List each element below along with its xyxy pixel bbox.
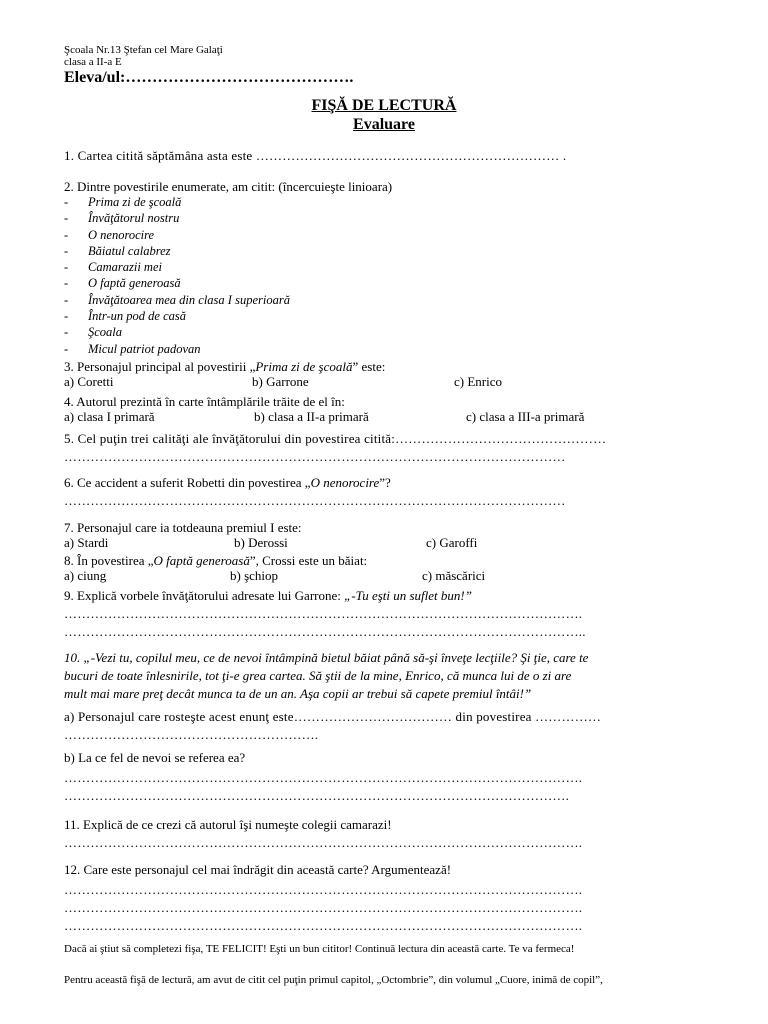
answer-line[interactable]: ………………………………………………………………………………………………………. bbox=[64, 899, 583, 915]
story-item[interactable]: - Băiatul calabrez bbox=[88, 243, 704, 259]
story-item[interactable]: - O nenorocire bbox=[88, 227, 704, 243]
question-7: 7. Personajul care ia totdeauna premiul I este: bbox=[64, 519, 302, 535]
question-6-pre: 6. Ce accident a suferit Robetti din povestirea „ bbox=[64, 474, 311, 490]
question-8 bbox=[64, 553, 704, 568]
question-12: 12. Care este personajul cel mai îndrăgit din această carte? Argumentează! bbox=[64, 861, 452, 877]
question-9-text: 9. Explică vorbele învăţătorului adresate lui Garrone: bbox=[64, 587, 345, 603]
answer-line[interactable]: ………………………………………………………………………………………………………. bbox=[64, 769, 583, 785]
option-c[interactable]: c) clasa a III-a primară bbox=[466, 408, 585, 424]
answer-line[interactable]: …………………………………………………………………………………………………… bbox=[64, 448, 566, 464]
quote-line: mult mai mare preţ decât munca ta de un an. Aşa copii ar trebui să capete premiul întâi!” bbox=[64, 685, 532, 701]
option-b[interactable]: b) şchiop bbox=[230, 567, 279, 583]
story-item[interactable]: - Prima zi de şcoală bbox=[88, 194, 704, 210]
answer-line[interactable]: …………………………………………………………………………………………………… bbox=[64, 492, 566, 508]
question-2: 2. Dintre povestirile enumerate, am citit: (încercuieşte linioara) bbox=[64, 179, 393, 194]
answer-line[interactable]: ………………………………………………………………………………………………………. bbox=[64, 917, 583, 933]
answer-line[interactable]: ……………………………………………………………………………………………………. bbox=[64, 787, 570, 803]
question-3-pre: 3. Personajul principal al povestirii „ bbox=[64, 358, 256, 374]
worksheet-title: FIŞĂ DE LECTURĂ bbox=[311, 97, 457, 114]
answer-line[interactable]: ……………………………………………………………………………………………………….. bbox=[64, 623, 586, 639]
school-name: Şcoala Nr.13 Ştefan cel Mare Galaţi bbox=[64, 44, 223, 56]
question-10a[interactable]: a) Personajul care rosteşte acest enunţ este……………………………… din povestirea …………… bbox=[64, 708, 602, 724]
option-a[interactable]: a) ciung bbox=[64, 567, 107, 583]
question-3 bbox=[64, 359, 704, 374]
option-b[interactable]: b) Garrone bbox=[252, 373, 309, 389]
reading-note: Pentru această fişă de lectură, am avut de citit cel puţin primul capitol, „Octombrie”, din volumul „Cuore, inimă de copil”, bbox=[64, 973, 603, 986]
question-4: 4. Autorul prezintă în carte întâmplările trăite de el în: bbox=[64, 393, 345, 409]
story-item[interactable]: - O faptă generoasă bbox=[88, 275, 704, 291]
class-name: clasa a II-a E bbox=[64, 56, 122, 68]
story-item[interactable]: - Învăţătorul nostru bbox=[88, 210, 704, 226]
option-b[interactable]: b) clasa a II-a primară bbox=[254, 408, 369, 424]
answer-line[interactable]: ………………………………………………………………………………………………………. bbox=[64, 881, 583, 897]
question-4-options bbox=[64, 409, 704, 424]
question-6-story-title: O nenorocire bbox=[310, 474, 380, 490]
question-6-post: ”? bbox=[379, 474, 391, 490]
question-3-options bbox=[64, 374, 704, 389]
option-a[interactable]: a) Stardi bbox=[64, 534, 109, 550]
story-item[interactable]: - Învăţătoarea mea din clasa I superioară bbox=[88, 292, 704, 308]
question-1[interactable]: 1. Cartea citită săptămâna asta este …………………………………………………………… . bbox=[64, 148, 567, 163]
story-item[interactable]: - Micul patriot padovan bbox=[88, 341, 704, 357]
story-item[interactable]: - Şcoala bbox=[88, 324, 704, 340]
question-6 bbox=[64, 475, 704, 490]
worksheet-subtitle: Evaluare bbox=[353, 116, 415, 133]
question-3-story-title: Prima zi de şcoală bbox=[255, 358, 353, 374]
question-10-quote bbox=[64, 649, 704, 703]
question-5[interactable]: 5. Cel puţin trei calităţi ale învăţătorului din povestirea citită:………………………………………… bbox=[64, 430, 607, 446]
question-7-options bbox=[64, 535, 704, 550]
option-c[interactable]: c) Enrico bbox=[454, 373, 503, 389]
story-item[interactable]: - Într-un pod de casă bbox=[88, 308, 704, 324]
question-8-options bbox=[64, 568, 704, 583]
question-9 bbox=[64, 588, 704, 603]
option-a[interactable]: a) clasa I primară bbox=[64, 408, 155, 424]
quote-line: 10. „-Vezi tu, copilul meu, ce de nevoi întâmpină bietul băiat până să-şi înveţe lecţiile? Şi ţie, care te bbox=[64, 649, 589, 665]
story-item[interactable]: - Camarazii mei bbox=[88, 259, 704, 275]
option-c[interactable]: c) măscărici bbox=[422, 567, 486, 583]
question-8-pre: 8. În povestirea „ bbox=[64, 552, 154, 568]
answer-line[interactable]: ………………………………………………………………………………………………………. bbox=[64, 605, 583, 621]
student-name-field[interactable]: Eleva/ul:……………………………………. bbox=[64, 69, 354, 86]
option-c[interactable]: c) Garoffi bbox=[426, 534, 478, 550]
answer-line[interactable]: …………………………………………………. bbox=[64, 726, 319, 742]
story-list bbox=[64, 194, 704, 357]
question-10b: b) La ce fel de nevoi se referea ea? bbox=[64, 749, 246, 765]
question-11: 11. Explică de ce crezi că autorul îşi numeşte colegii camarazi! bbox=[64, 816, 392, 832]
worksheet bbox=[64, 44, 704, 987]
question-8-story-title: O faptă generoasă bbox=[153, 552, 250, 568]
question-9-quote: „-Tu eşti un suflet bun!” bbox=[344, 587, 472, 603]
congratulations-note: Dacă ai ştiut să completezi fişa, TE FELICIT! Eşti un bun cititor! Continuă lectura din această carte. Te va fermeca! bbox=[64, 942, 575, 955]
question-8-post: ”, Crossi este un băiat: bbox=[249, 552, 368, 568]
option-a[interactable]: a) Coretti bbox=[64, 373, 114, 389]
answer-line[interactable]: ………………………………………………………………………………………………………. bbox=[64, 834, 583, 850]
question-3-post: ” este: bbox=[352, 358, 386, 374]
option-b[interactable]: b) Derossi bbox=[234, 534, 288, 550]
quote-line: bucuri de toate înlesnirile, tot ţi-e grea cartea. Să ştii de la mine, Enrico, că munca lui de o zi are bbox=[64, 667, 572, 683]
